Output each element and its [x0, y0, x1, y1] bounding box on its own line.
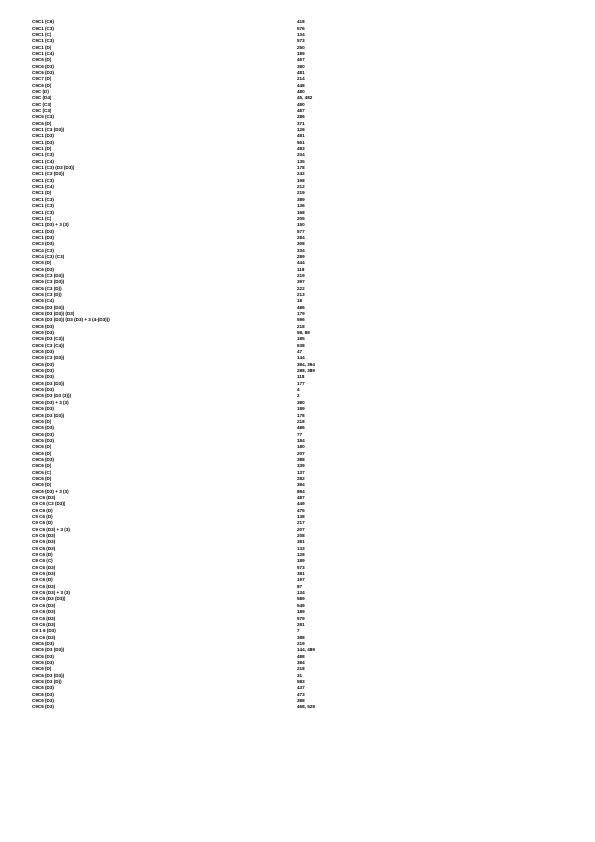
index-page-number: 437: [297, 685, 305, 691]
index-term: C9C1 (D3): [32, 133, 54, 139]
index-term: C9C6 (D3 (D3)): [32, 304, 65, 310]
index-page-number: 334: [297, 247, 305, 253]
index-term: C9C6 (D3): [32, 368, 54, 374]
index-term: C9C1 (C): [32, 31, 52, 37]
index-term: C9 C6 (D3): [32, 609, 56, 615]
index-page-number: 884: [297, 488, 305, 494]
index-term: C9C6 (D3): [32, 425, 54, 431]
index-page-number: 384, 394: [297, 361, 315, 367]
index-term: C9C6 (D3 (D3)): [32, 380, 65, 386]
index-page-number: 144: [297, 355, 305, 361]
index-term: C9C7 (D): [32, 76, 52, 82]
index-page-number: 380: [297, 399, 305, 405]
index-page-number: 137: [297, 469, 305, 475]
index-page-number: 219: [297, 272, 305, 278]
index-term: C9C6 (D3): [32, 685, 54, 691]
index-page-number: 198: [297, 177, 305, 183]
index-term: C9C (C3): [32, 108, 52, 113]
index-page-number: 133: [297, 545, 305, 551]
index-term: C9C6 (D3) + 3 (3): [32, 488, 69, 494]
index-term: C9C6 (D): [32, 120, 52, 126]
index-page-number: 242: [297, 171, 305, 177]
index-term: C9C6 (D3 (D)): [32, 678, 62, 684]
index-term: C9C6 (D3): [32, 330, 54, 336]
index-term: C9C6 (C4): [32, 298, 54, 304]
index-term: C9C6 (D): [32, 82, 52, 88]
index-term: C9C6 (D): [32, 450, 52, 456]
index-page-number: 87: [297, 583, 303, 589]
index-page-number: 219: [297, 190, 305, 196]
index-page-number: 31: [297, 672, 303, 678]
index-term: C9C1 (C3 (D3)): [32, 127, 65, 133]
index-term: C9 C6 (D3) + 3 (3): [32, 590, 70, 596]
index-term: C9C6 (D): [32, 418, 52, 424]
index-term: C9C (C3): [32, 101, 52, 107]
index-term: C9C1 (C4): [32, 184, 54, 190]
index-page-number: 177: [297, 380, 305, 386]
index-page-number: 573: [297, 38, 305, 44]
index-page-number: 207: [297, 450, 305, 456]
index-page-number: 576: [297, 25, 305, 31]
index-page-number: 222: [297, 285, 305, 291]
index-page-number: 45, 482: [297, 95, 313, 101]
index-term: C9C1 (C3): [32, 209, 54, 215]
index-page-number: 487: [297, 494, 305, 500]
index-term: C9 C6 (D): [32, 520, 53, 526]
index-term: C9C6 (D3): [32, 63, 54, 69]
index-term: C9C6 (D3): [32, 69, 54, 75]
index-term: C9C1 (D3) + 3 (3): [32, 222, 69, 228]
index-term: C9C1 (C4): [32, 158, 54, 164]
index-term: C9C1 (C3): [32, 38, 54, 44]
index-term: C9C6 (D3 (D3)): [32, 647, 65, 653]
index-page-number: 397: [297, 279, 305, 285]
index-term: C9 C6 (D3): [32, 533, 56, 539]
index-term: C9 C6 (D3): [32, 621, 56, 627]
index-term: C9C6 (D3 (D3)): [32, 412, 65, 418]
index-page-number: 184: [297, 437, 305, 443]
index-page-number: 185: [297, 336, 305, 342]
index-term: C9C1 (C3): [32, 152, 54, 158]
index-page-number: 483: [297, 146, 305, 152]
index-term: C9C1 (C3): [32, 203, 54, 209]
index-page-number: 212: [297, 184, 305, 190]
index-page-number: 189: [297, 558, 305, 564]
index-page-number: 126: [297, 127, 305, 133]
index-term: C9C1 (C6): [32, 19, 54, 25]
index-page-number: 250: [297, 44, 305, 50]
index-page-number: 281: [297, 621, 305, 627]
index-page-number: 180: [297, 444, 305, 450]
index-term: C9C6 (D): [32, 444, 52, 450]
index-term: C9 C6 (C): [32, 558, 53, 564]
index-page-number: 381: [297, 571, 305, 577]
index-term: C9C6 (D3): [32, 323, 54, 329]
index-page-number: 197: [297, 577, 305, 583]
index-term: C9 C6 (D): [32, 507, 53, 513]
index-term: C9C6 (D3): [32, 697, 54, 703]
index-page-number: 467: [297, 57, 305, 63]
index-term: C9C6 (C3): [32, 114, 54, 120]
index-page-number: 488: [297, 653, 305, 659]
index-term: C9C6 (D3): [32, 653, 54, 659]
index-term: C9C6 (D3) + 3 (3): [32, 399, 69, 405]
index-term: C9C4 (C3) (C3): [32, 253, 65, 259]
index-page-number: 596: [297, 317, 305, 323]
index-term: C9C6 (D3): [32, 691, 54, 697]
index-page-number: 481: [297, 69, 305, 75]
index-list: [32, 19, 332, 710]
index-page-number: 286: [297, 114, 305, 120]
index-term: C9 C6 (D3): [32, 564, 56, 570]
index-page-number: 189: [297, 406, 305, 412]
index-term: C9C1 (C3) (D3 (D3)): [32, 165, 75, 171]
index-page-number: 389: [297, 196, 305, 202]
index-term: C9 1 6 (D3): [32, 628, 56, 634]
index-page-number: 135: [297, 158, 305, 164]
index-page-number: 583: [297, 678, 305, 684]
index-term: C9 C6 (D3): [32, 583, 56, 589]
index-term: C9C6 (D3): [32, 349, 54, 355]
index-page-number: 178: [297, 165, 305, 171]
index-term: C9 C6 (D3): [32, 634, 56, 640]
index-term: C9 C6 (D3): [32, 545, 56, 551]
index-page-number: 189: [297, 609, 305, 615]
index-term: C9C1 (C3): [32, 177, 54, 183]
index-term: C9C6 (C): [32, 469, 52, 475]
index-term: C9C6 (D3): [32, 361, 54, 367]
index-page-number: 468, 528: [297, 704, 315, 710]
index-term: C9 C6 (D3): [32, 602, 56, 608]
index-term: C9C6 (C3 (D)): [32, 285, 62, 291]
index-term: C9C1 (C3): [32, 25, 54, 31]
index-page-number: 561: [297, 139, 305, 145]
index-page-number: 150: [297, 222, 305, 228]
index-page-number: 77: [297, 431, 303, 437]
index-page-number: 2: [297, 393, 300, 399]
index-term: C9C6 (D3): [32, 374, 54, 380]
index-page-number: 579: [297, 615, 305, 621]
index-page-number: 577: [297, 228, 305, 234]
index-term: C9 C6 (D): [32, 552, 53, 558]
index-page-number: 388: [297, 456, 305, 462]
index-term: C9C6 (C3 (C4)): [32, 342, 65, 348]
index-term: C9C6 (D3): [32, 640, 54, 646]
index-page-number: 214: [297, 76, 305, 82]
index-term: C9C6 (D3 (D3)) (D3): [32, 311, 75, 316]
index-term: C9C3 (D3): [32, 241, 54, 247]
index-term: C9 C6 (D): [32, 514, 53, 519]
index-term: C9C6 (D3): [32, 266, 54, 272]
index-page-number: 128: [297, 552, 305, 558]
index-page-number: 18: [297, 298, 303, 304]
index-term: C9C1 (C): [32, 215, 52, 221]
index-page-number: 282: [297, 475, 305, 481]
index-page-number: 481: [297, 133, 305, 139]
index-page-number: 47: [297, 349, 303, 355]
index-page-number: 218: [297, 323, 305, 329]
index-page-number: 144, 489: [297, 647, 315, 653]
index-term: C9 C6 (D3 (D3)): [32, 596, 66, 602]
index-page-number: 480: [297, 88, 305, 94]
index-term: C9C (D4): [32, 95, 52, 101]
index-page-number: 388: [297, 697, 305, 703]
index-page-number: 388: [297, 634, 305, 640]
index-term: C9 C6 (D3): [32, 494, 56, 500]
index-page-number: 448: [297, 82, 305, 88]
index-term: C9 C6 (D3): [32, 539, 56, 545]
index-page-number: 4: [297, 387, 300, 393]
index-term: C9C6 (D): [32, 475, 52, 481]
index-term: C9C6 (C3 (D3)): [32, 279, 65, 285]
index-term: C9C6 (D3): [32, 659, 54, 665]
index-term: C9 C6 (D3) + 3 (3): [32, 526, 70, 532]
index-page-number: 217: [297, 520, 305, 526]
index-term: C9C6 (D3): [32, 406, 54, 412]
index-page-number: 475: [297, 507, 305, 513]
index-page-number: 205: [297, 215, 305, 221]
index-term: C9C1 (D3): [32, 234, 54, 240]
index-page-number: 449: [297, 501, 305, 507]
index-page-number: 134: [297, 590, 305, 596]
index-page-number: 134: [297, 31, 305, 37]
index-term: C9C1 (C4): [32, 50, 54, 56]
index-page-number: 538: [297, 342, 305, 348]
index-term: C9C6 (D3 (D3)) (D3 (D3) + 3 (4-(D3))): [32, 317, 110, 323]
index-page-number: 284: [297, 234, 305, 240]
index-page-number: 486: [297, 304, 305, 310]
index-term: C9C6 (C3 (D)): [32, 291, 62, 297]
index-page-number: 178: [297, 412, 305, 418]
index-page-number: 207: [297, 526, 305, 532]
index-term: C9C6 (D3): [32, 431, 54, 437]
index-term: C9C1 (D3): [32, 139, 54, 145]
index-page-number: 218: [297, 418, 305, 424]
index-term: C9C6 (D3 (C3)): [32, 336, 65, 342]
index-term: C9 C6 (C3 (D3)): [32, 501, 66, 507]
index-term: C9C1 (D): [32, 44, 52, 50]
index-page-number: 486: [297, 425, 305, 431]
index-page-number: 480: [297, 101, 305, 107]
index-page-number: 487: [297, 108, 305, 113]
index-page-number: 334: [297, 152, 305, 158]
index-term: C9C6 (D3): [32, 387, 54, 393]
index-page-number: 573: [297, 564, 305, 570]
index-page-number: 136: [297, 203, 305, 209]
index-term: C9C6 (D): [32, 482, 52, 488]
index-page-number: 213: [297, 291, 305, 297]
index-page-number: 384: [297, 482, 305, 488]
index-page-number: 549: [297, 602, 305, 608]
index-term: C9C6 (C3 (D3)): [32, 272, 65, 278]
index-page-number: 58, 88: [297, 330, 310, 336]
index-page-number: 208: [297, 533, 305, 539]
index-term: C9C4 (C3): [32, 247, 54, 253]
index-page-number: 308: [297, 241, 305, 247]
index-page-number: 288, 389: [297, 368, 315, 374]
index-page-number: 589: [297, 596, 305, 602]
index-term: C9C6 (D3): [32, 437, 54, 443]
index-page-number: 118: [297, 266, 305, 272]
index-term: C9C6 (D): [32, 260, 52, 266]
index-term: C9C6 (D3 (D3)): [32, 672, 65, 678]
index-term: C9 C6 (D): [32, 577, 53, 583]
index-page-number: 381: [297, 539, 305, 545]
index-term: C9C6 (D): [32, 463, 52, 469]
index-page-number: 418: [297, 19, 305, 25]
index-term: C9 C6 (D3): [32, 615, 56, 621]
index-page-number: 289: [297, 253, 305, 259]
index-page-number: 138: [297, 514, 305, 519]
index-page-number: 444: [297, 260, 305, 266]
index-term: C9C1 (D): [32, 146, 52, 152]
index-page-number: 218: [297, 666, 305, 672]
index-page-number: 168: [297, 209, 305, 215]
index-term: C9C1 (D3): [32, 228, 54, 234]
index-page-number: 473: [297, 691, 305, 697]
index-page-number: 179: [297, 311, 305, 316]
index-page-number: 118: [297, 374, 305, 380]
index-page-number: 7: [297, 628, 300, 634]
index-term: C9C1 (C3 (D3)): [32, 171, 65, 177]
index-term: C9C1 (C3): [32, 196, 54, 202]
index-term: C9C6 (C3 (D3)): [32, 355, 65, 361]
index-page-number: 384: [297, 659, 305, 665]
index-page-number: 219: [297, 640, 305, 646]
index-page-number: 189: [297, 50, 305, 56]
index-page-number: 380: [297, 63, 305, 69]
index-term: C9C (D): [32, 88, 49, 94]
index-term: C9 C6 (D3): [32, 571, 56, 577]
index-term: C9C6 (D): [32, 666, 52, 672]
index-term: C9C6 (D3): [32, 704, 54, 710]
index-term: C9C6 (D3 (D3 (3))): [32, 393, 72, 399]
index-term: C9C1 (D): [32, 190, 52, 196]
index-term: C9C6 (D): [32, 57, 52, 63]
index-page-number: 371: [297, 120, 305, 126]
index-page-number: 339: [297, 463, 305, 469]
index-entry: [32, 704, 332, 710]
index-term: C9C6 (D3): [32, 456, 54, 462]
